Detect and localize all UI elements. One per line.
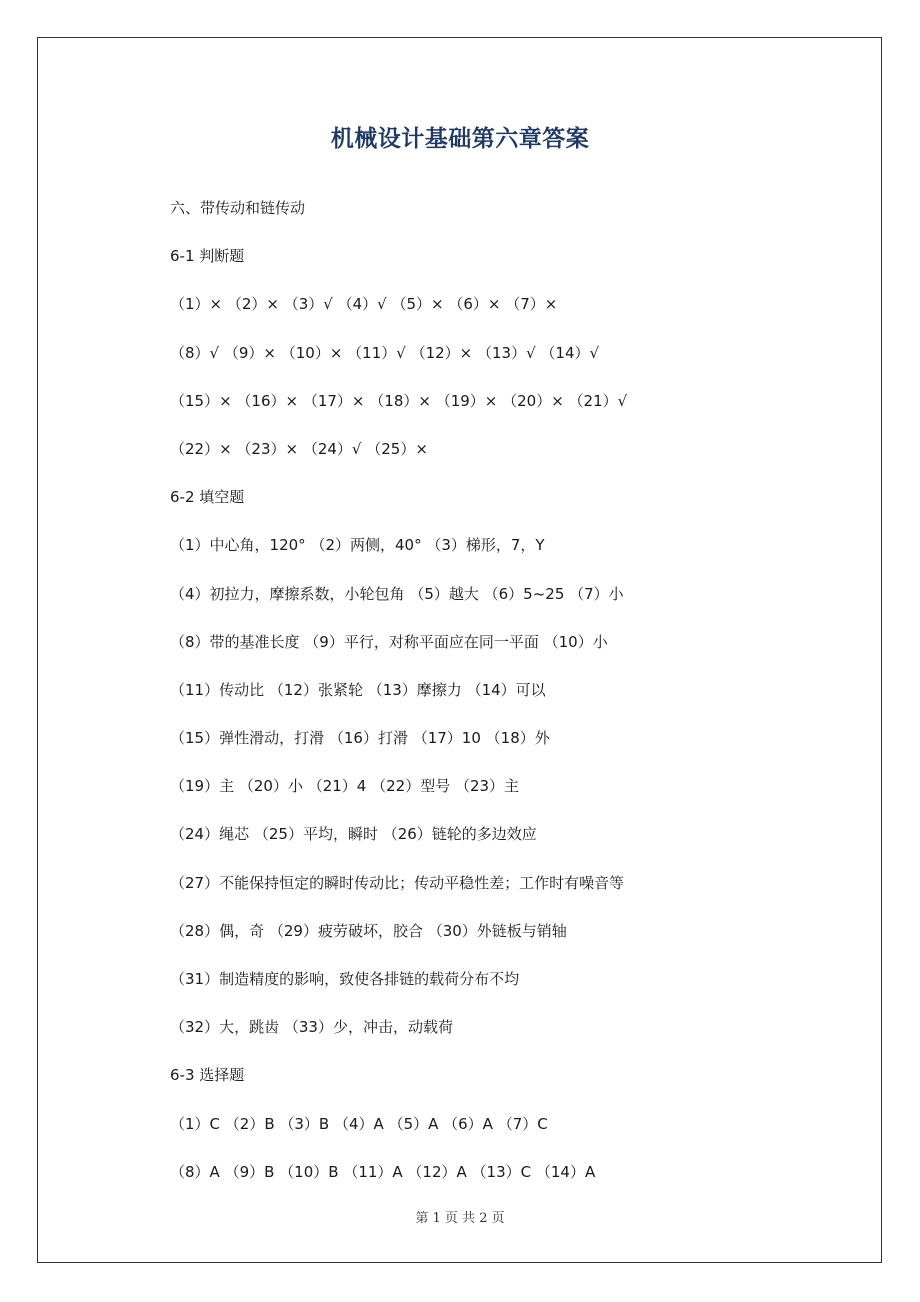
page-footer: 第 1 页 共 2 页 <box>415 1211 505 1226</box>
answer-line: （24）绳芯 （25）平均，瞬时 （26）链轮的多边效应 <box>170 825 537 844</box>
answer-line: （19）主 （20）小 （21）4 （22）型号 （23）主 <box>170 777 520 796</box>
answer-line: （27）不能保持恒定的瞬时传动比；传动平稳性差；工作时有噪音等 <box>170 873 625 892</box>
section-heading: 六、带传动和链传动 <box>170 199 306 217</box>
subsection-heading-multiple-choice: 6-3 选择题 <box>170 1066 245 1085</box>
answer-line: （22）× （23）× （24）√ （25）× <box>170 439 428 458</box>
answer-line: （4）初拉力，摩擦系数，小轮包角 （5）越大 （6）5~25 （7）小 <box>170 584 624 603</box>
answer-line: （1）中心角，120° （2）两侧，40° （3）梯形，7，Y <box>170 536 545 555</box>
answer-line: （32）大，跳齿 （33）少，冲击，动载荷 <box>170 1018 453 1037</box>
answer-line: （28）偶，奇 （29）疲劳破坏，胶合 （30）外链板与销轴 <box>170 921 567 940</box>
answer-line: （15）× （16）× （17）× （18）× （19）× （20）× （21）√ <box>170 391 628 410</box>
answer-line: （15）弹性滑动，打滑 （16）打滑 （17）10 （18）外 <box>170 729 550 748</box>
answer-line: （31）制造精度的影响，致使各排链的载荷分布不均 <box>170 970 520 988</box>
answer-line: （11）传动比 （12）张紧轮 （13）摩擦力 （14）可以 <box>170 680 546 699</box>
answer-line: （8）带的基准长度 （9）平行，对称平面应在同一平面 （10）小 <box>170 632 608 651</box>
subsection-heading-true-false: 6-1 判断题 <box>170 247 245 266</box>
subsection-heading-fill-blank: 6-2 填空题 <box>170 488 245 507</box>
answer-line: （1）C （2）B （3）B （4）A （5）A （6）A （7）C <box>170 1114 548 1133</box>
answer-line: （8）√ （9）× （10）× （11）√ （12）× （13）√ （14）√ <box>170 343 600 362</box>
document-body <box>170 196 810 1208</box>
document-title: 机械设计基础第六章答案 <box>330 126 590 152</box>
answer-line: （8）A （9）B （10）B （11）A （12）A （13）C （14）A <box>170 1162 596 1181</box>
answer-line: （1）× （2）× （3）√ （4）√ （5）× （6）× （7）× <box>170 295 558 314</box>
